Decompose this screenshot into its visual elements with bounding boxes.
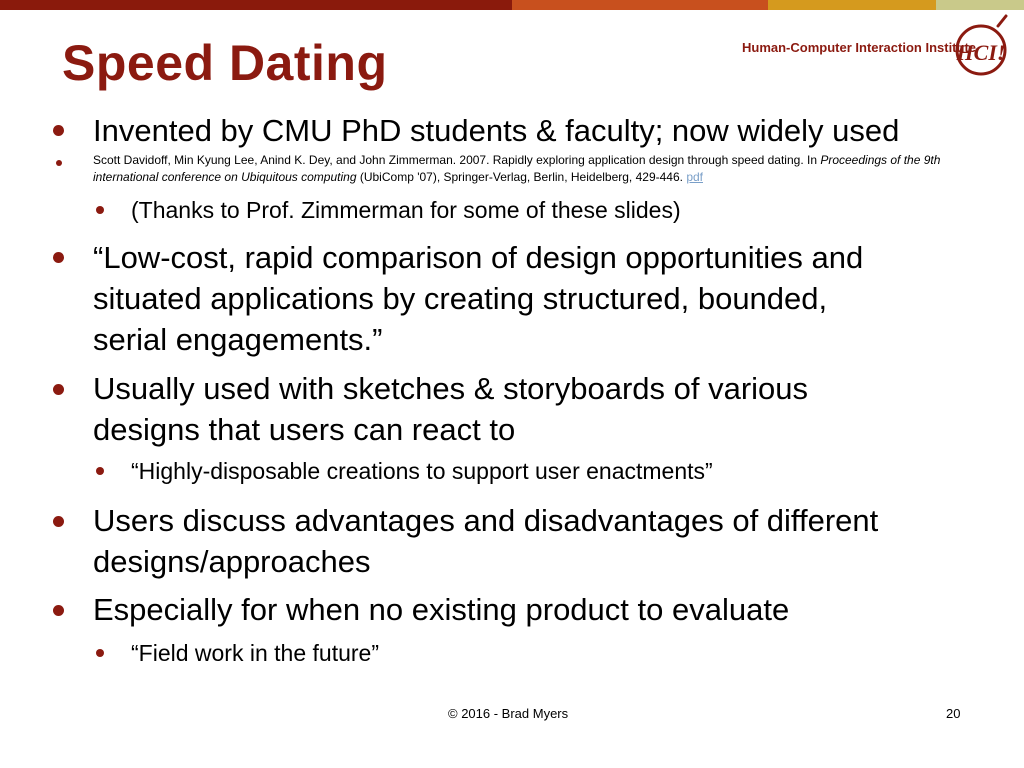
sketches-line-2: designs that users can react to <box>93 412 516 447</box>
reference-citation <box>93 152 973 186</box>
page-number: 20 <box>946 706 961 721</box>
pdf-link[interactable]: pdf <box>686 170 703 184</box>
bullet-dot <box>53 384 64 395</box>
bullet-invented: Invented by CMU PhD students & faculty; now widely used <box>93 113 900 148</box>
quote-line-1: “Low-cost, rapid comparison of design opportunities and <box>93 240 864 275</box>
bullet-sketches <box>93 368 1013 450</box>
bullet-dot <box>56 160 62 166</box>
bullet-dot <box>53 516 64 527</box>
bullet-dot <box>96 649 104 657</box>
copyright-text: © 2016 - Brad Myers <box>448 706 569 721</box>
bullet-dot <box>53 605 64 616</box>
logo-text: HCI! <box>956 40 1006 65</box>
bullet-dot <box>53 252 64 263</box>
reference-authors: Scott Davidoff, Min Kyung Lee, Anind K. Dey, and John Zimmerman. 2007. Rapidly exploring application design through speed dating. In <box>93 153 821 167</box>
bullet-low-cost-quote <box>93 237 1013 360</box>
quote-line-3: serial engagements.” <box>93 322 383 357</box>
bullet-thanks: (Thanks to Prof. Zimmerman for some of these slides) <box>131 197 681 223</box>
bullet-field-work-quote: “Field work in the future” <box>131 640 379 666</box>
bullet-dot <box>53 125 64 136</box>
bullet-disposable-quote: “Highly-disposable creations to support user enactments” <box>131 458 713 484</box>
discuss-line-1: Users discuss advantages and disadvantages of different <box>93 503 879 538</box>
bullet-no-existing-product: Especially for when no existing product to evaluate <box>93 592 790 627</box>
discuss-line-2: designs/approaches <box>93 544 371 579</box>
institute-name: Human-Computer Interaction Institute <box>742 40 977 55</box>
sketches-line-1: Usually used with sketches & storyboards of various <box>93 371 809 406</box>
bullet-dot <box>96 206 104 214</box>
bullet-users-discuss <box>93 500 1013 582</box>
quote-line-2: situated applications by creating structured, bounded, <box>93 281 828 316</box>
slide-title: Speed Dating <box>62 35 388 91</box>
reference-venue: Proceedings of the 9th international conference on Ubiquitous computing <box>93 153 941 184</box>
bullet-dot <box>96 467 104 475</box>
reference-details: (UbiComp '07), Springer-Verlag, Berlin, Heidelberg, 429-446. <box>356 170 687 184</box>
